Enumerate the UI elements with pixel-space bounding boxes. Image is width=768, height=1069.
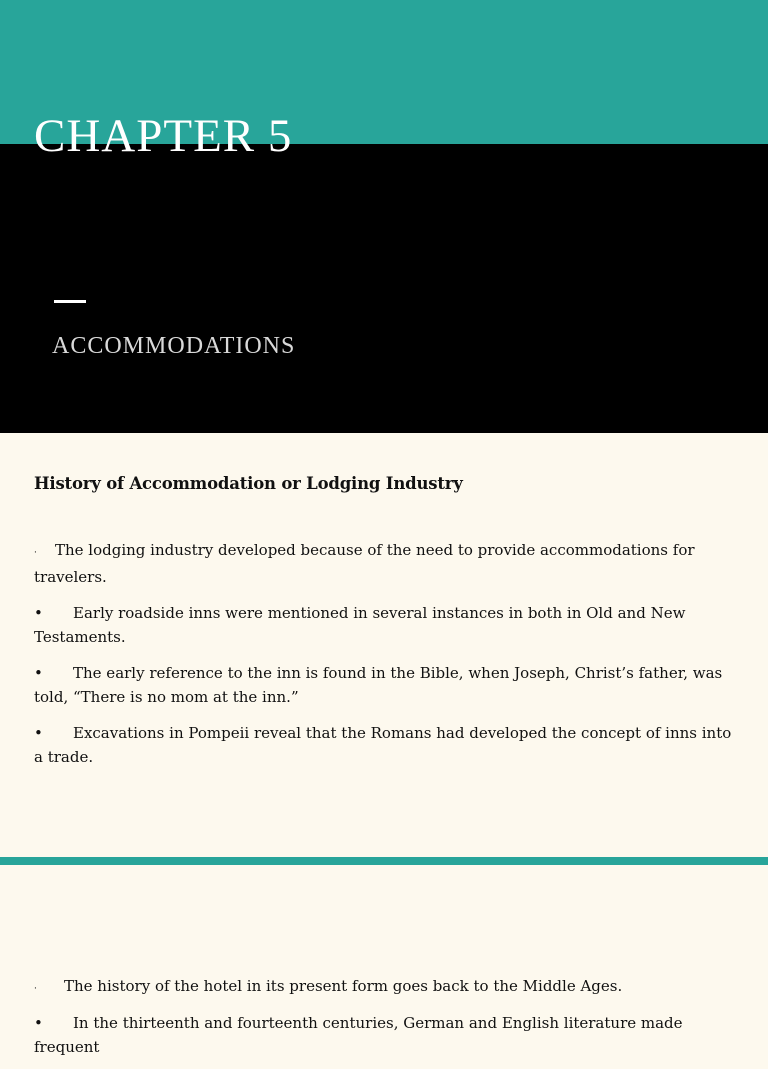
bullet-icon: •	[34, 724, 43, 742]
section-heading: History of Accommodation or Lodging Industry	[34, 474, 463, 493]
list-item-text: The history of the hotel in its present form goes back to the Middle Ages.	[64, 977, 623, 995]
list-item-text: In the thirteenth and fourteenth centuries, German and English literature made frequent	[34, 1014, 683, 1056]
list-item	[34, 721, 736, 769]
chapter-title: CHAPTER 5	[34, 110, 293, 162]
list-item-text: The lodging industry developed because of the need to provide accommodations for travelers.	[34, 541, 695, 586]
list-item	[34, 601, 736, 649]
bullet-list	[34, 538, 736, 781]
bullet-icon: •	[34, 664, 43, 682]
bullet-icon: •	[34, 1014, 43, 1032]
chapter-subtitle: ACCOMMODATIONS	[52, 333, 296, 359]
list-item-text: Excavations in Pompeii reveal that the Romans had developed the concept of inns into a trade.	[34, 724, 732, 766]
list-item	[34, 661, 736, 709]
bullet-icon: ·	[34, 548, 37, 558]
list-item	[34, 538, 736, 589]
header-black-band	[0, 144, 768, 433]
list-item-text: The early reference to the inn is found in the Bible, when Joseph, Christ’s father, was told, “There is no mom at the inn.”	[34, 664, 723, 706]
title-dash	[54, 300, 86, 303]
list-item-text: Early roadside inns were mentioned in several instances in both in Old and New Testaments.	[34, 604, 686, 646]
list-item	[34, 974, 736, 1001]
section-divider	[0, 857, 768, 865]
bullet-icon: •	[34, 604, 43, 622]
bullet-icon: ·	[34, 984, 37, 994]
list-item	[34, 1011, 736, 1059]
bullet-list-next	[34, 974, 736, 1069]
